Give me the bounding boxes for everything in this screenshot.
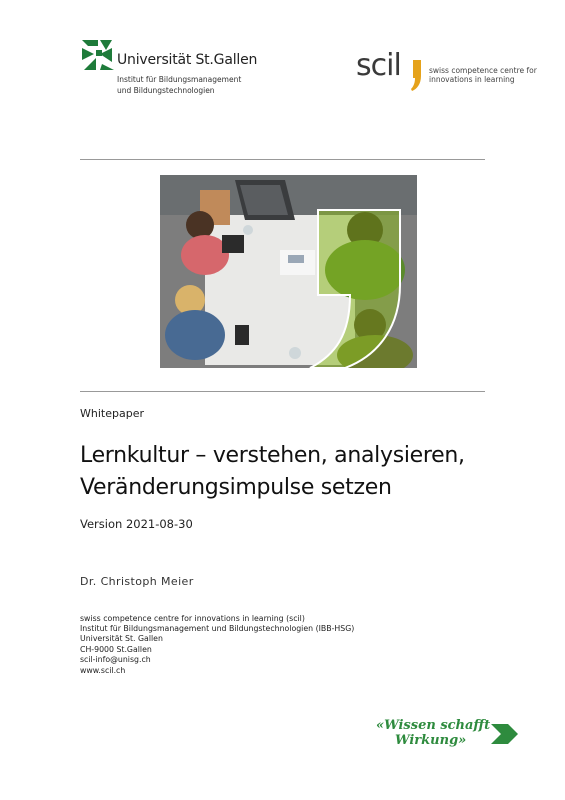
divider-top xyxy=(80,159,485,160)
contact-email[interactable]: scil-info@unisg.ch xyxy=(80,655,151,664)
divider-middle xyxy=(80,391,485,392)
scil-tagline-line1: swiss competence centre for xyxy=(429,66,537,75)
author-name: Dr. Christoph Meier xyxy=(80,575,194,588)
address-line: Universität St. Gallen xyxy=(80,634,163,643)
website-link[interactable]: www.scil.ch xyxy=(80,666,126,675)
scil-comma-icon xyxy=(410,58,424,92)
institute-name-line1: Institut für Bildungsmanagement xyxy=(117,75,242,84)
double-chevron-right-icon xyxy=(491,722,519,746)
institute-name-line2: und Bildungstechnologien xyxy=(117,86,215,95)
document-type: Whitepaper xyxy=(80,407,144,420)
slogan-line2: Wirkung» xyxy=(395,733,467,748)
scil-logo-word: scil xyxy=(356,48,401,83)
slogan-line1: «Wissen schafft xyxy=(376,718,491,733)
cover-photo xyxy=(160,175,417,368)
document-title-line2: Veränderungsimpulse setzen xyxy=(80,475,392,500)
address-line: CH-9000 St.Gallen xyxy=(80,645,152,654)
document-title-line1: Lernkultur – verstehen, analysieren, xyxy=(80,443,465,468)
university-name: Universität St.Gallen xyxy=(117,52,258,68)
address-line: swiss competence centre for innovations in learning (scil) xyxy=(80,614,305,623)
scil-tagline-line2: innovations in learning xyxy=(429,75,515,84)
hsg-logo-icon xyxy=(82,40,120,70)
address-line: Institut für Bildungsmanagement und Bildungstechnologien (IBB-HSG) xyxy=(80,624,355,633)
document-version: Version 2021-08-30 xyxy=(80,517,193,531)
